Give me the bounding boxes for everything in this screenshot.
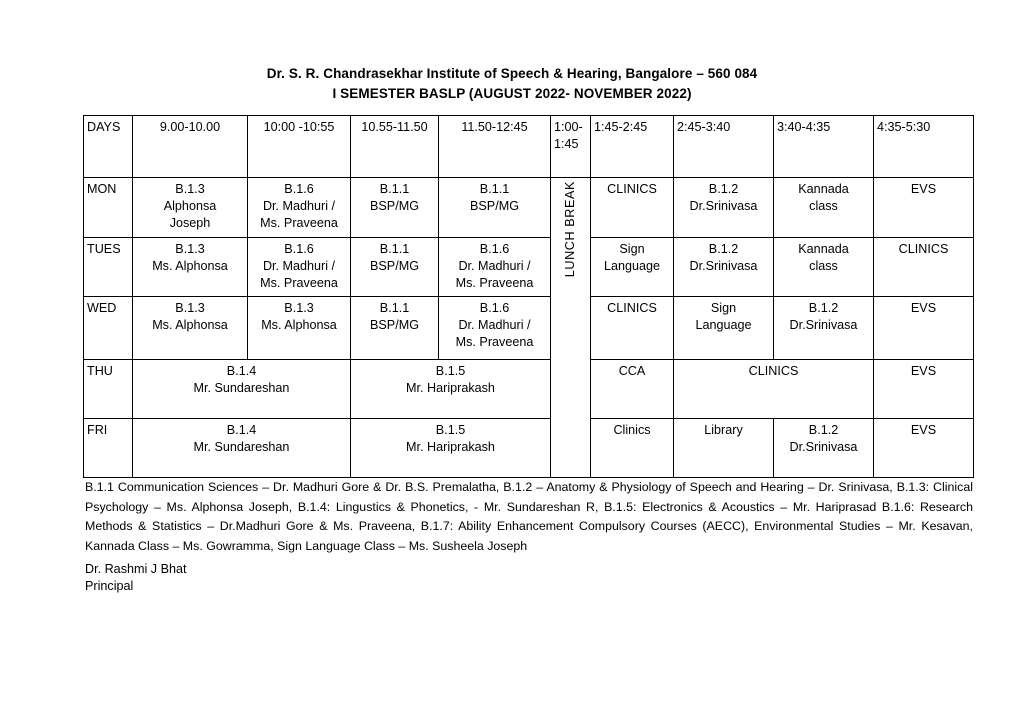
signature-block xyxy=(85,561,186,594)
cell-thu-slot34: B.1.5 Mr. Hariprakash xyxy=(351,360,551,419)
table-row xyxy=(84,360,974,419)
cell-tues-slot1: B.1.3 Ms. Alphonsa xyxy=(133,238,248,297)
table-row xyxy=(84,178,974,238)
day-label-tues: TUES xyxy=(84,238,133,297)
lunch-break-cell xyxy=(551,178,591,478)
institute-name: Dr. S. R. Chandrasekhar Institute of Speech & Hearing, Bangalore – 560 084 xyxy=(266,66,758,81)
header-days-label: DAYS xyxy=(84,116,133,178)
cell-fri-slot12: B.1.4 Mr. Sundareshan xyxy=(133,419,351,478)
cell-fri-slot6: Clinics xyxy=(591,419,674,478)
header-slot-1: 9.00-10.00 xyxy=(133,116,248,178)
cell-wed-slot4: B.1.6 Dr. Madhuri / Ms. Praveena xyxy=(439,297,551,360)
header-slot-2: 10:00 -10:55 xyxy=(248,116,351,178)
cell-mon-slot8: Kannada class xyxy=(774,178,874,238)
cell-mon-slot4: B.1.1 BSP/MG xyxy=(439,178,551,238)
cell-fri-slot7: Library xyxy=(674,419,774,478)
cell-mon-slot2: B.1.6 Dr. Madhuri / Ms. Praveena xyxy=(248,178,351,238)
timetable-container xyxy=(83,115,973,478)
cell-tues-slot6: Sign Language xyxy=(591,238,674,297)
cell-wed-slot8: B.1.2 Dr.Srinivasa xyxy=(774,297,874,360)
timetable-header-row xyxy=(84,116,974,178)
cell-tues-slot2: B.1.6 Dr. Madhuri / Ms. Praveena xyxy=(248,238,351,297)
timetable xyxy=(83,115,974,478)
lunch-break-label: LUNCH BREAK xyxy=(563,181,577,278)
cell-mon-slot6: CLINICS xyxy=(591,178,674,238)
header-slot-8: 3:40-4:35 xyxy=(774,116,874,178)
course-code-legend: B.1.1 Communication Sciences – Dr. Madhuri Gore & Dr. B.S. Premalatha, B.1.2 – Anatomy & Physiology of Speech and Hearing – Dr. Srinivasa, B.1.3: Clinical Psychology – Ms. Alphonsa Joseph, B.1.4: Lingustics & Phonetics, - Mr. Sundareshan R, B.1.5: Electronics & Acoustics – Mr. Hariprasad B.1.6: Research Methods & Statistics – Dr.Madhuri Gore & Ms. Praveena, B.1.7: Ability Enhancement Compulsory Courses (AECC), Environmental Studies – Mr. Kesavan, Kannada Class – Ms. Gowramma, Sign Language Class – Ms. Susheela Joseph xyxy=(85,480,973,553)
day-label-mon: MON xyxy=(84,178,133,238)
cell-mon-slot3: B.1.1 BSP/MG xyxy=(351,178,439,238)
header-slot-5: 1:00-1:45 xyxy=(551,116,591,178)
cell-thu-slot12: B.1.4 Mr. Sundareshan xyxy=(133,360,351,419)
cell-tues-slot9: CLINICS xyxy=(874,238,974,297)
day-label-thu: THU xyxy=(84,360,133,419)
cell-thu-slot9: EVS xyxy=(874,360,974,419)
cell-wed-slot7: Sign Language xyxy=(674,297,774,360)
cell-tues-slot4: B.1.6 Dr. Madhuri / Ms. Praveena xyxy=(439,238,551,297)
header-slot-3: 10.55-11.50 xyxy=(351,116,439,178)
cell-thu-slot78: CLINICS xyxy=(674,360,874,419)
day-label-fri: FRI xyxy=(84,419,133,478)
cell-wed-slot3: B.1.1 BSP/MG xyxy=(351,297,439,360)
header-slot-7: 2:45-3:40 xyxy=(674,116,774,178)
signatory-name: Dr. Rashmi J Bhat xyxy=(85,562,187,576)
cell-wed-slot2: B.1.3 Ms. Alphonsa xyxy=(248,297,351,360)
signatory-designation: Principal xyxy=(85,578,134,593)
cell-mon-slot9: EVS xyxy=(874,178,974,238)
cell-tues-slot7: B.1.2 Dr.Srinivasa xyxy=(674,238,774,297)
cell-thu-slot6: CCA xyxy=(591,360,674,419)
header-slot-6: 1:45-2:45 xyxy=(591,116,674,178)
cell-wed-slot6: CLINICS xyxy=(591,297,674,360)
table-row xyxy=(84,419,974,478)
cell-wed-slot9: EVS xyxy=(874,297,974,360)
cell-fri-slot8: B.1.2 Dr.Srinivasa xyxy=(774,419,874,478)
table-row xyxy=(84,238,974,297)
cell-mon-slot1: B.1.3 Alphonsa Joseph xyxy=(133,178,248,238)
header-slot-9: 4:35-5:30 xyxy=(874,116,974,178)
cell-fri-slot34: B.1.5 Mr. Hariprakash xyxy=(351,419,551,478)
cell-fri-slot9: EVS xyxy=(874,419,974,478)
cell-wed-slot1: B.1.3 Ms. Alphonsa xyxy=(133,297,248,360)
document-title-block xyxy=(0,64,1024,104)
table-row xyxy=(84,297,974,360)
header-slot-4: 11.50-12:45 xyxy=(439,116,551,178)
day-label-wed: WED xyxy=(84,297,133,360)
cell-mon-slot7: B.1.2 Dr.Srinivasa xyxy=(674,178,774,238)
cell-tues-slot8: Kannada class xyxy=(774,238,874,297)
semester-subtitle: I SEMESTER BASLP (AUGUST 2022- NOVEMBER 2022) xyxy=(332,86,692,101)
cell-tues-slot3: B.1.1 BSP/MG xyxy=(351,238,439,297)
